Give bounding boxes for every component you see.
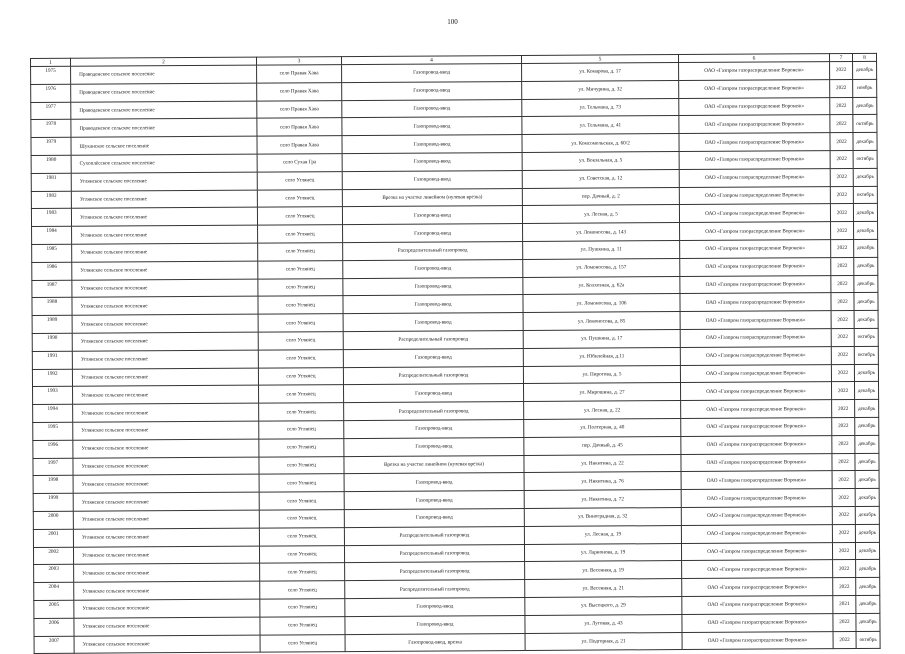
locality-cell: село Правая Хава	[257, 82, 342, 100]
settlement-cell: Углянское сельское поселение	[71, 190, 257, 209]
owner-cell: ОАО «Газпром газораспределение Воронеж»	[681, 542, 832, 561]
year-cell: 2022	[832, 417, 855, 435]
month-cell: октябрь	[853, 150, 877, 168]
row-number-cell: 1988	[32, 298, 72, 316]
owner-cell: ОАО «Газпром газораспределение Воронеж»	[679, 168, 830, 187]
year-cell: 2022	[831, 239, 854, 257]
address-cell: ул. Колхозная, д. 62а	[523, 276, 680, 295]
row-number-cell: 1979	[31, 137, 71, 155]
settlement-cell: Углянское сельское поселение	[72, 261, 258, 280]
settlement-cell: Углянское сельское поселение	[73, 528, 259, 547]
settlement-cell: Углянское сельское поселение	[73, 385, 259, 404]
object-cell: Газопровод-ввод	[342, 152, 522, 171]
year-cell: 2022	[830, 186, 853, 204]
address-cell: ул. Весенняя, д. 21	[525, 579, 682, 598]
row-number-cell: 1989	[32, 315, 72, 333]
month-cell: декабрь	[854, 257, 878, 275]
object-cell: Распределительный газопровод	[344, 544, 524, 563]
address-cell: ул. Луговая, д. 43	[525, 614, 682, 633]
owner-cell: ОАО «Газпром газораспределение Воронеж»	[680, 240, 831, 259]
settlement-cell: Углянское сельское поселение	[73, 510, 259, 529]
settlement-cell: Углянское сельское поселение	[72, 350, 258, 369]
object-cell: Распределительный газопровод	[345, 580, 525, 599]
settlement-cell: Углянское сельское поселение	[72, 243, 258, 262]
object-cell: Газопровод-ввод	[342, 81, 522, 100]
owner-cell: ОАО «Газпром газораспределение Воронеж»	[681, 435, 832, 454]
year-cell: 2022	[831, 222, 854, 240]
settlement-cell: Углянское сельское поселение	[73, 492, 259, 511]
month-cell: декабрь	[854, 293, 878, 311]
owner-cell: ОАО «Газпром газораспределение Воронеж»	[681, 418, 832, 437]
month-cell: декабрь	[854, 275, 878, 293]
object-cell: Врезка на участке линейном (нулевая врезка)	[342, 188, 522, 207]
column-number-header: 5	[521, 55, 678, 64]
address-cell: ул. Подгорная, д. 21	[525, 632, 682, 651]
locality-cell: село Углянец	[258, 349, 343, 367]
row-number-cell: 2001	[33, 529, 73, 547]
owner-cell: ОАО «Газпром газораспределение Воронеж»	[680, 364, 831, 383]
address-cell: ул. Ларионова, д. 19	[524, 543, 681, 562]
owner-cell: ОАО «Газпром газораспределение Воронеж»	[681, 471, 832, 490]
year-cell: 2022	[831, 293, 854, 311]
address-cell: ул. Мичурина, д. 32	[522, 80, 679, 99]
owner-cell: ОАО «Газпром газораспределение Воронеж»	[680, 346, 831, 365]
row-number-cell: 2004	[34, 582, 74, 600]
object-cell: Газопровод-ввод	[344, 419, 524, 438]
month-cell: декабрь	[855, 542, 879, 560]
owner-cell: ОАО «Газпром газораспределение Воронеж»	[680, 329, 831, 348]
year-cell: 2022	[832, 542, 855, 560]
locality-cell: село Углянец	[258, 314, 343, 332]
settlement-cell: Углянское сельское поселение	[74, 599, 260, 618]
month-cell: октябрь	[854, 346, 878, 364]
settlement-cell: Углянское сельское поселение	[74, 635, 260, 654]
address-cell: ул. Виноградная, д. 32	[524, 507, 681, 526]
year-cell: 2022	[831, 311, 854, 329]
locality-cell: село Углянец	[259, 545, 344, 563]
address-cell: ул. Ломоносова, д. 106	[523, 294, 680, 313]
row-number-cell: 1994	[33, 404, 73, 422]
year-cell: 2022	[830, 79, 853, 97]
settlement-cell: Углянское сельское поселение	[73, 457, 259, 476]
locality-cell: село Углянец	[259, 474, 344, 492]
owner-cell: ОАО «Газпром газораспределение Воронеж»	[681, 400, 832, 419]
row-number-cell: 2005	[34, 600, 74, 618]
year-cell: 2022	[833, 613, 856, 631]
owner-cell: ОАО «Газпром газораспределение Воронеж»	[682, 596, 833, 615]
month-cell: декабрь	[855, 471, 879, 489]
owner-cell: ОАО «Газпром газораспределение Воронеж»	[679, 186, 830, 205]
month-cell: ноябрь	[853, 79, 877, 97]
object-cell: Газопровод-ввод	[342, 170, 522, 189]
object-cell: Распределительный газопровод	[345, 562, 525, 581]
settlement-cell: Углянское сельское поселение	[72, 225, 258, 244]
month-cell: декабрь	[853, 97, 877, 115]
month-cell: декабрь	[854, 382, 878, 400]
row-number-cell: 1984	[32, 226, 72, 244]
locality-cell: село Углянец	[260, 634, 345, 652]
row-number-cell: 1995	[33, 422, 73, 440]
table-body	[31, 61, 881, 653]
month-cell: декабрь	[853, 168, 877, 186]
locality-cell: село Углянец	[258, 260, 343, 278]
owner-cell: ОАО «Газпром газораспределение Воронеж»	[681, 453, 832, 472]
owner-cell: ОАО «Газпром газораспределение Воронеж»	[682, 613, 833, 632]
owner-cell: ОАО «Газпром газораспределение Воронеж»	[680, 222, 831, 241]
locality-cell: село Правая Хава	[257, 118, 342, 136]
address-cell: ул. Лесная, д. 5	[522, 205, 679, 224]
month-cell: декабрь	[853, 204, 877, 222]
owner-cell: ОАО «Газпром газораспределение Воронеж»	[679, 97, 830, 116]
object-cell: Газопровод-ввод	[343, 259, 523, 278]
month-cell: декабрь	[856, 560, 880, 578]
address-cell: ул. Пирогова, д. 5	[523, 365, 680, 384]
month-cell: декабрь	[854, 364, 878, 382]
month-cell: декабрь	[856, 577, 880, 595]
locality-cell: село Углянец	[259, 385, 344, 403]
row-number-cell: 2006	[34, 618, 74, 636]
row-number-cell: 1987	[32, 280, 72, 298]
month-cell: декабрь	[854, 221, 878, 239]
locality-cell: село Углянец	[257, 207, 342, 225]
object-cell: Газопровод-ввод	[343, 313, 523, 332]
month-cell: декабрь	[855, 524, 879, 542]
row-number-cell: 1992	[32, 369, 72, 387]
locality-cell: село Углянец	[260, 616, 345, 634]
address-cell: ул. Мирошина, д. 27	[523, 383, 680, 402]
month-cell: декабрь	[855, 453, 879, 471]
address-cell: ул. Тельмана, д. 73	[522, 98, 679, 117]
settlement-cell: Углянское сельское поселение	[73, 474, 259, 493]
settlement-cell: Сухоплёсское сельское поселение	[71, 154, 257, 173]
locality-cell: село Правая Хава	[257, 136, 342, 154]
row-number-cell: 1976	[31, 84, 71, 102]
address-cell: ул. Весенняя, д. 19	[525, 561, 682, 580]
address-cell: ул. Высоцкого, д. 29	[525, 596, 682, 615]
address-cell: ул. Комсомольская, д. 60/2	[522, 134, 679, 153]
row-number-cell: 1983	[31, 209, 71, 227]
month-cell: октябрь	[854, 328, 878, 346]
column-number-header: 1	[31, 58, 71, 66]
gasification-table-sheet	[30, 53, 880, 654]
object-cell: Газопровод-ввод	[343, 348, 523, 367]
owner-cell: ОАО «Газпром газораспределение Воронеж»	[680, 382, 831, 401]
owner-cell: ОАО «Газпром газораспределение Воронеж»	[680, 311, 831, 330]
object-cell: Газопровод-ввод	[345, 597, 525, 616]
settlement-cell: Углянское сельское поселение	[73, 421, 259, 440]
month-cell: декабрь	[853, 61, 877, 79]
month-cell: октябрь	[853, 115, 877, 133]
object-cell: Распределительный газопровод	[344, 402, 524, 421]
object-cell: Газопровод-ввод	[343, 224, 523, 243]
year-cell: 2022	[833, 578, 856, 596]
locality-cell: село Углянец	[257, 189, 342, 207]
month-cell: декабрь	[855, 488, 879, 506]
year-cell: 2022	[832, 489, 855, 507]
year-cell: 2022	[830, 61, 853, 79]
row-number-cell: 1999	[33, 493, 73, 511]
table-row	[34, 631, 880, 654]
row-number-cell: 2002	[33, 547, 73, 565]
settlement-cell: Праводенское сельское поселение	[71, 83, 257, 102]
month-cell: декабрь	[855, 399, 879, 417]
settlement-cell: Углянское сельское поселение	[72, 368, 258, 387]
owner-cell: ОАО «Газпром газораспределение Воронеж»	[679, 115, 830, 134]
year-cell: 2022	[832, 524, 855, 542]
settlement-cell: Праводенское сельское поселение	[71, 65, 257, 84]
object-cell: Газопровод-ввод	[344, 491, 524, 510]
locality-cell: село Углянец	[258, 278, 343, 296]
object-cell: Распределительный газопровод	[343, 241, 523, 260]
settlement-cell: Углянское сельское поселение	[73, 403, 259, 422]
year-cell: 2022	[832, 453, 855, 471]
owner-cell: ОАО «Газпром газораспределение Воронеж»	[681, 507, 832, 526]
owner-cell: ОАО «Газпром газораспределение Воронеж»	[682, 578, 833, 597]
locality-cell: село Углянец	[258, 296, 343, 314]
month-cell: декабрь	[853, 133, 877, 151]
address-cell: ул. Ломоносова, д. 157	[523, 258, 680, 277]
locality-cell: село Углянец	[260, 598, 345, 616]
object-cell: Газопровод-ввод	[342, 63, 522, 82]
column-number-header: 6	[678, 54, 829, 63]
locality-cell: село Углянец	[259, 403, 344, 421]
row-number-cell: 2007	[34, 636, 74, 654]
row-number-cell: 2000	[33, 511, 73, 529]
owner-cell: ОАО «Газпром газораспределение Воронеж»	[682, 560, 833, 579]
owner-cell: ОАО «Газпром газораспределение Воронеж»	[679, 62, 830, 81]
owner-cell: ОАО «Газпром газораспределение Воронеж»	[679, 204, 830, 223]
locality-cell: село Углянец	[259, 421, 344, 439]
address-cell: ул. Лесная, д. 22	[524, 401, 681, 420]
row-number-cell: 1996	[33, 440, 73, 458]
locality-cell: село Углянец	[259, 438, 344, 456]
object-cell: Распределительный газопровод	[343, 330, 523, 349]
address-cell: пер. Дачный, д. 2	[522, 187, 679, 206]
owner-cell: ОАО «Газпром газораспределение Воронеж»	[679, 133, 830, 152]
row-number-cell: 1985	[32, 244, 72, 262]
locality-cell: село Углянец	[259, 456, 344, 474]
object-cell: Газопровод-ввод	[342, 206, 522, 225]
year-cell: 2022	[831, 346, 854, 364]
row-number-cell: 1981	[31, 173, 71, 191]
object-cell: Газопровод-ввод	[344, 473, 524, 492]
row-number-cell: 1982	[31, 191, 71, 209]
row-number-cell: 1998	[33, 476, 73, 494]
settlement-cell: Праводенское сельское поселение	[71, 101, 257, 120]
address-cell: ул. Никитина, д. 76	[524, 472, 681, 491]
object-cell: Газопровод-ввод, врезка	[345, 633, 525, 652]
year-cell: 2022	[830, 168, 853, 186]
locality-cell: село Углянец	[258, 243, 343, 261]
owner-cell: ОАО «Газпром газораспределение Воронеж»	[681, 489, 832, 508]
locality-cell: село Углянец	[258, 332, 343, 350]
address-cell: ул. Никитина, д. 22	[524, 454, 681, 473]
settlement-cell: Углянское сельское поселение	[72, 332, 258, 351]
year-cell: 2022	[831, 328, 854, 346]
row-number-cell: 1991	[32, 351, 72, 369]
locality-cell: село Правая Хава	[257, 65, 342, 83]
settlement-cell: Углянское сельское поселение	[72, 314, 258, 333]
settlement-cell: Углянское сельское поселение	[73, 546, 259, 565]
year-cell: 2022	[833, 560, 856, 578]
column-number-header: 3	[256, 57, 341, 66]
row-number-cell: 1975	[31, 66, 71, 84]
object-cell: Врезка на участке линейном (нулевая врезка)	[344, 455, 524, 474]
locality-cell: село Углянец	[260, 563, 345, 581]
row-number-cell: 1990	[32, 333, 72, 351]
object-cell: Газопровод-ввод	[344, 384, 524, 403]
address-cell: ул. Полтерная, д. 40	[524, 418, 681, 437]
settlement-cell: Углянское сельское поселение	[73, 439, 259, 458]
year-cell: 2022	[833, 631, 856, 649]
settlement-cell: Углянское сельское поселение	[74, 581, 260, 600]
address-cell: ул. Лесная, д. 19	[524, 525, 681, 544]
address-cell: ул. Вокзальная, д. 5	[522, 152, 679, 171]
row-number-cell: 1978	[31, 120, 71, 138]
year-cell: 2022	[830, 115, 853, 133]
year-cell: 2022	[830, 97, 853, 115]
year-cell: 2022	[832, 400, 855, 418]
year-cell: 2022	[830, 204, 853, 222]
row-number-cell: 1977	[31, 102, 71, 120]
month-cell: октябрь	[856, 631, 880, 649]
year-cell: 2022	[830, 133, 853, 151]
address-cell: ул. Юбилейная, д.11	[523, 347, 680, 366]
owner-cell: ОАО «Газпром газораспределение Воронеж»	[679, 79, 830, 98]
row-number-cell: 1993	[33, 387, 73, 405]
address-cell: ул. Пушкина, д. 11	[523, 241, 680, 260]
row-number-cell: 1997	[33, 458, 73, 476]
settlement-cell: Углянское сельское поселение	[71, 207, 257, 226]
month-cell: декабрь	[854, 239, 878, 257]
object-cell: Газопровод-ввод	[343, 277, 523, 296]
column-number-header: 4	[341, 55, 521, 64]
object-cell: Газопровод-ввод	[343, 295, 523, 314]
object-cell: Распределительный газопровод	[344, 526, 524, 545]
locality-cell: село Углянец	[259, 527, 344, 545]
locality-cell: село Углянец	[259, 492, 344, 510]
year-cell: 2022	[831, 382, 854, 400]
row-number-cell: 2003	[34, 565, 74, 583]
month-cell: декабрь	[856, 613, 880, 631]
year-cell: 2022	[831, 275, 854, 293]
month-cell: декабрь	[855, 435, 879, 453]
settlement-cell: Праводенское сельское поселение	[71, 119, 257, 138]
address-cell: ул. Тельмана, д. 41	[522, 116, 679, 135]
address-cell: ул. Пушкина, д. 17	[523, 329, 680, 348]
owner-cell: ОАО «Газпром газораспределение Воронеж»	[680, 293, 831, 312]
object-cell: Газопровод-ввод	[344, 508, 524, 527]
settlement-cell: Углянское сельское поселение	[74, 563, 260, 582]
column-number-header: 8	[852, 53, 876, 61]
address-cell: ул. Комарова, д. 17	[522, 63, 679, 82]
settlement-cell: Углянское сельское поселение	[74, 617, 260, 636]
address-cell: пер. Дачный, д. 45	[524, 436, 681, 455]
month-cell: декабрь	[854, 310, 878, 328]
object-cell: Газопровод-ввод	[344, 437, 524, 456]
owner-cell: ОАО «Газпром газораспределение Воронеж»	[679, 151, 830, 170]
month-cell: октябрь	[853, 186, 877, 204]
owner-cell: ОАО «Газпром газораспределение Воронеж»	[682, 631, 833, 650]
month-cell: декабрь	[856, 595, 880, 613]
month-cell: декабрь	[855, 506, 879, 524]
locality-cell: село Углянец	[258, 367, 343, 385]
object-cell: Распределительный газопровод	[343, 366, 523, 385]
object-cell: Газопровод-ввод	[342, 117, 522, 136]
object-cell: Газопровод-ввод	[345, 615, 525, 634]
settlement-cell: Углянское сельское поселение	[72, 296, 258, 315]
settlement-cell: Шуканское сельское поселение	[71, 136, 257, 155]
address-cell: ул. Ломоносова, д. 85	[523, 312, 680, 331]
gasification-table	[30, 53, 881, 654]
address-cell: ул. Никитина, д. 72	[524, 490, 681, 509]
object-cell: Газопровод-ввод	[342, 99, 522, 118]
settlement-cell: Углянское сельское поселение	[71, 172, 257, 191]
year-cell: 2022	[832, 471, 855, 489]
locality-cell: село Углянец	[260, 581, 345, 599]
column-number-header: 7	[829, 53, 852, 61]
locality-cell: село Углянец	[257, 171, 342, 189]
settlement-cell: Углянское сельское поселение	[72, 279, 258, 298]
year-cell: 2022	[832, 435, 855, 453]
object-cell: Газопровод-ввод	[342, 135, 522, 154]
address-cell: ул. Советская, д. 12	[522, 169, 679, 188]
locality-cell: село Правая Хава	[257, 100, 342, 118]
year-cell: 2021	[833, 595, 856, 613]
owner-cell: ОАО «Газпром газораспределение Воронеж»	[680, 275, 831, 294]
month-cell: декабрь	[855, 417, 879, 435]
year-cell: 2022	[830, 150, 853, 168]
locality-cell: село Углянец	[258, 225, 343, 243]
column-number-header: 2	[71, 57, 257, 66]
row-number-cell: 1980	[31, 155, 71, 173]
owner-cell: ОАО «Газпром газораспределение Воронеж»	[680, 257, 831, 276]
address-cell: ул. Ломоносова, д. 143	[523, 223, 680, 242]
year-cell: 2022	[831, 257, 854, 275]
locality-cell: село Углянец	[259, 510, 344, 528]
page-number: 100	[447, 18, 458, 26]
row-number-cell: 1986	[32, 262, 72, 280]
locality-cell: село Сухая Гра	[257, 154, 342, 172]
owner-cell: ОАО «Газпром газораспределение Воронеж»	[681, 524, 832, 543]
year-cell: 2022	[831, 364, 854, 382]
year-cell: 2022	[832, 506, 855, 524]
